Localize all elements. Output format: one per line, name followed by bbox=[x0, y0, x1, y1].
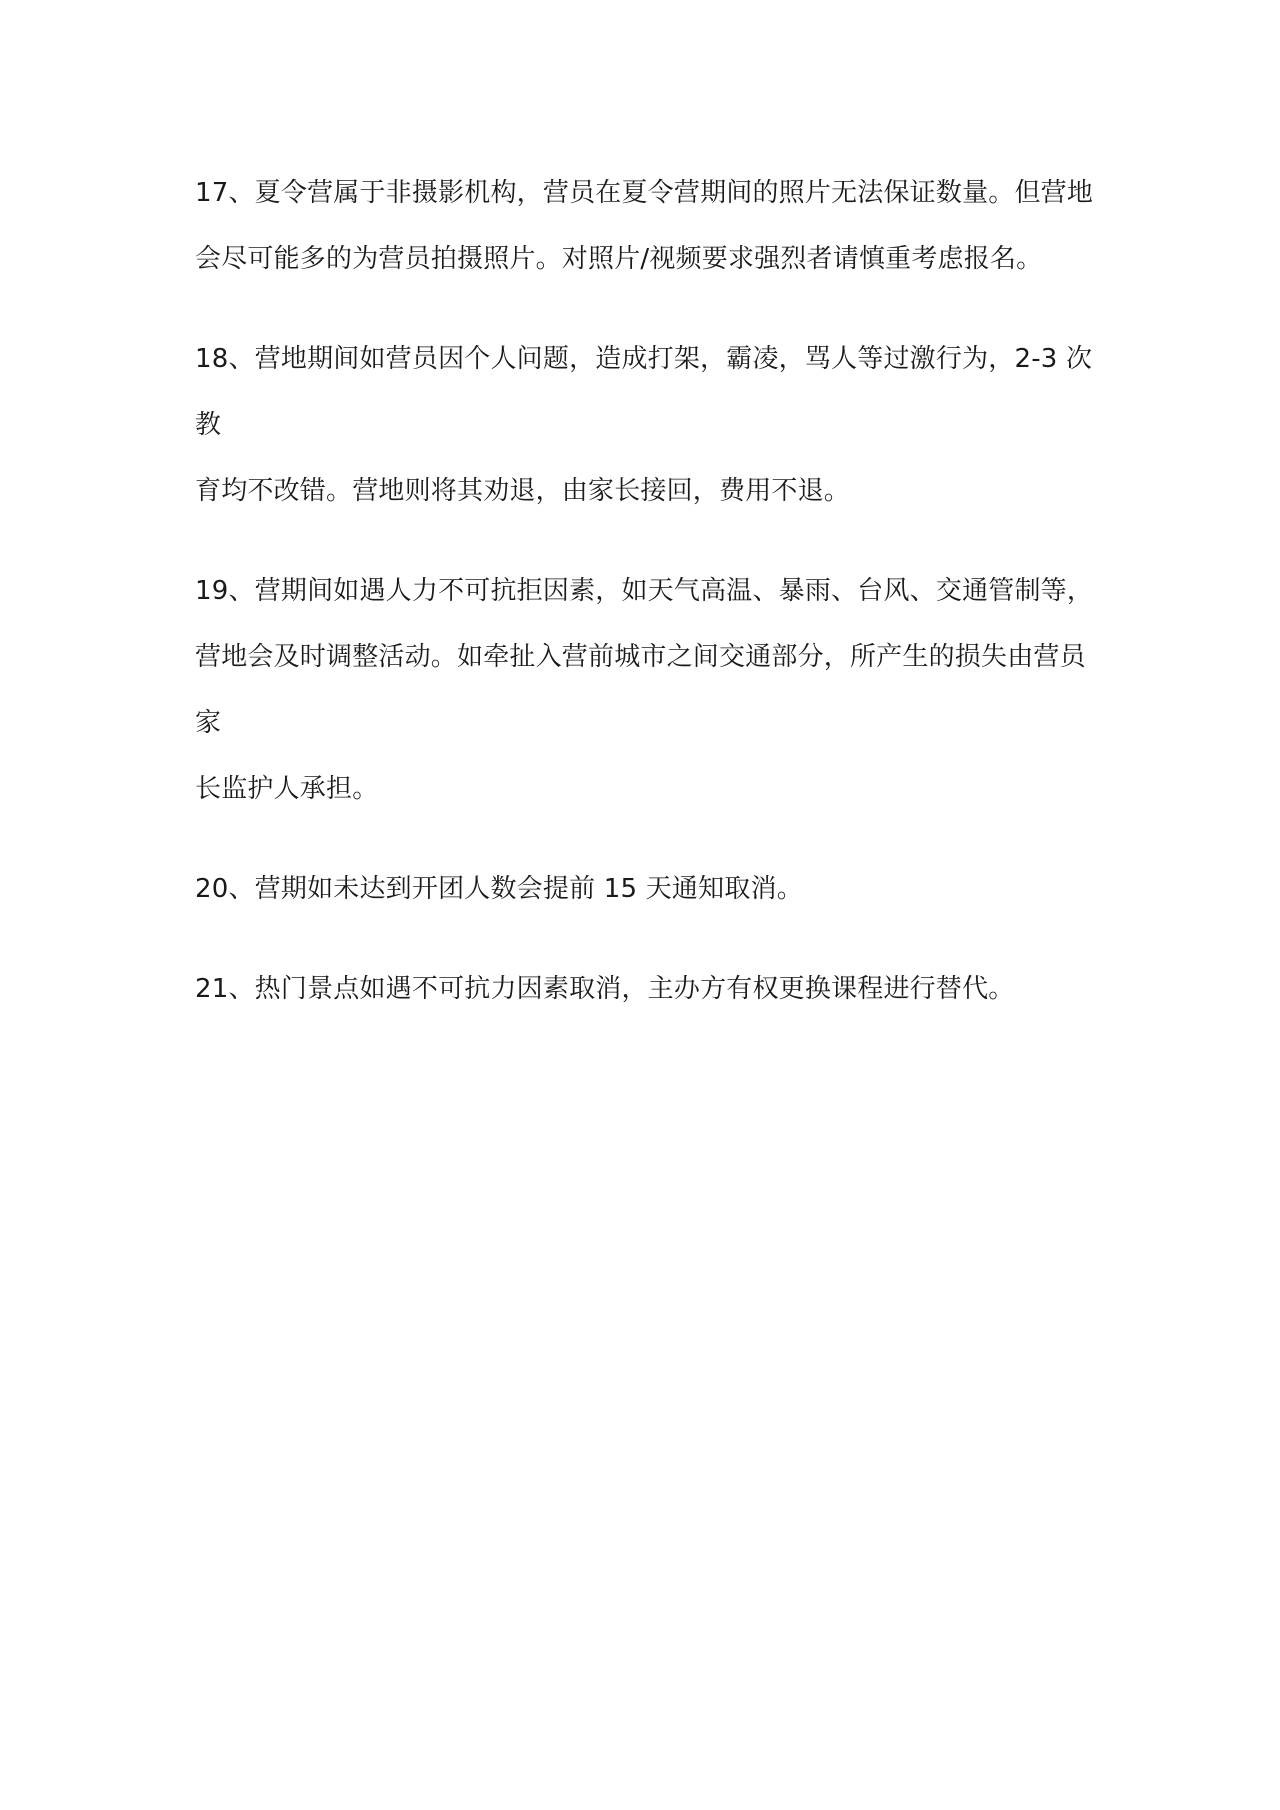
clause-line: 营地会及时调整活动。如牵扯入营前城市之间交通部分，所产生的损失由营员家 bbox=[195, 642, 1086, 738]
clause-19 bbox=[195, 558, 1100, 822]
clause-line: 20、营期如未达到开团人数会提前 15 天通知取消。 bbox=[195, 874, 803, 904]
terms-list bbox=[195, 160, 1100, 1056]
clause-line: 17、夏令营属于非摄影机构，营员在夏令营期间的照片无法保证数量。但营地 bbox=[195, 178, 1094, 208]
clause-17 bbox=[195, 160, 1100, 292]
clause-line: 19、营期间如遇人力不可抗拒因素，如天气高温、暴雨、台风、交通管制等， bbox=[195, 576, 1094, 606]
clause-line: 18、营地期间如营员因个人问题，造成打架，霸凌，骂人等过激行为，2-3 次教 bbox=[195, 344, 1093, 440]
clause-line: 长监护人承担。 bbox=[195, 774, 379, 804]
clause-line: 21、热门景点如遇不可抗力因素取消，主办方有权更换课程进行替代。 bbox=[195, 974, 1015, 1004]
clause-18 bbox=[195, 326, 1100, 524]
clause-20 bbox=[195, 856, 1100, 922]
clause-line: 育均不改错。营地则将其劝退，由家长接回，费用不退。 bbox=[195, 476, 851, 506]
clause-line: 会尽可能多的为营员拍摄照片。对照片/视频要求强烈者请慎重考虑报名。 bbox=[195, 244, 1043, 274]
clause-21 bbox=[195, 956, 1100, 1022]
